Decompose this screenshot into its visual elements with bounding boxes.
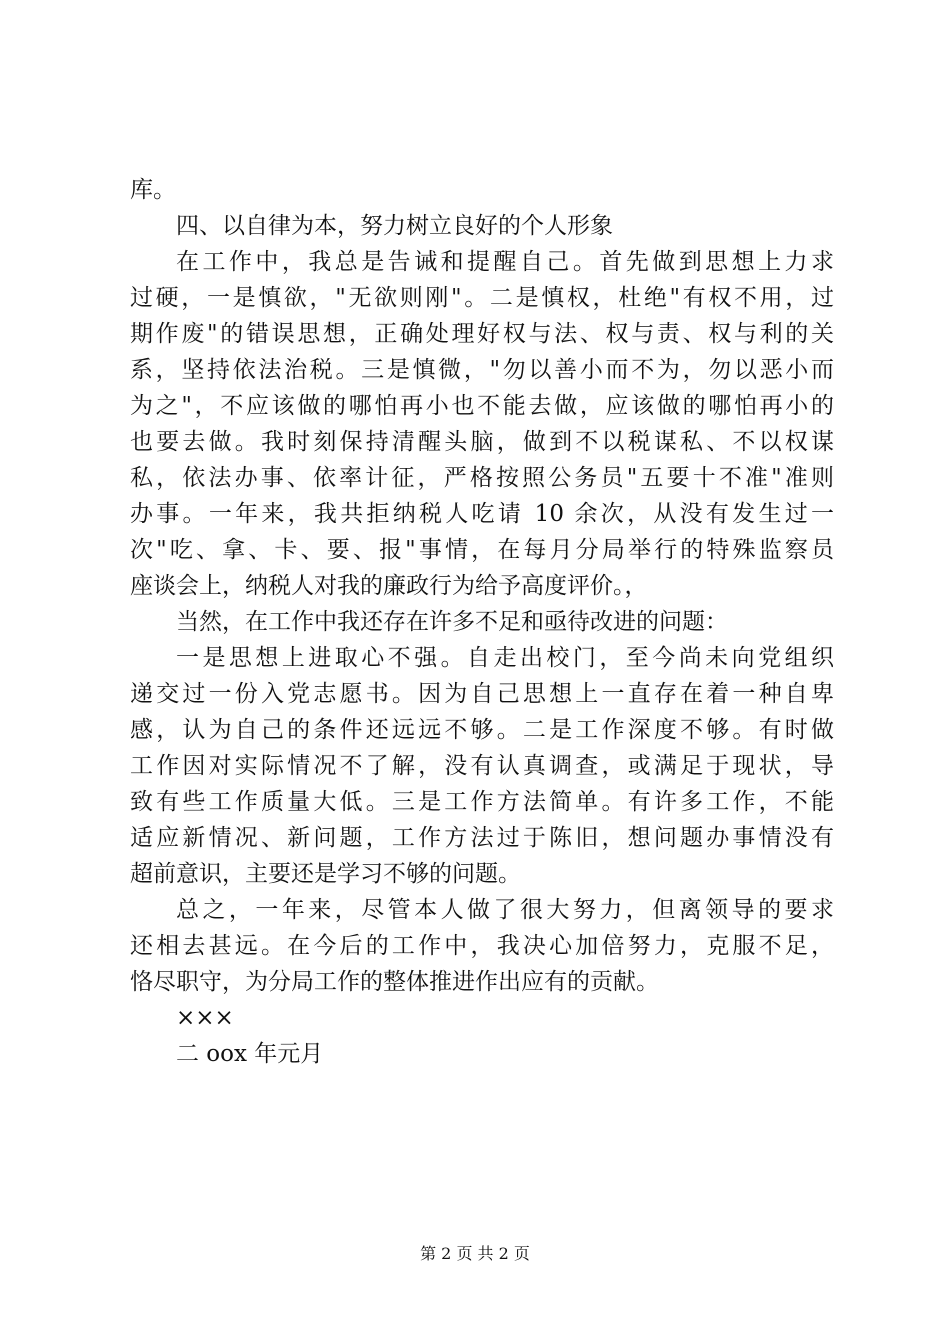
document-body [130, 172, 834, 1072]
text-line-22: 还相去甚远。在今后的工作中，我决心加倍努力，克服不足， [130, 933, 834, 959]
text-line-3: 在工作中，我总是告诫和提醒自己。首先做到思想上力求 [176, 249, 834, 275]
text-line-18: 致有些工作质量大低。三是工作方法简单。有许多工作，不能 [130, 789, 834, 815]
text-line-17: 工作因对实际情况不了解，没有认真调查，或满足于现状，导 [130, 753, 834, 779]
text-line-4: 过硬，一是慎欲，"无欲则刚"。二是慎权，杜绝"有权不用，过 [130, 285, 834, 311]
text-line-9: 私，依法办事、依率计征，严格按照公务员"五要十不准"准则 [130, 465, 834, 491]
text-line-16: 感，认为自己的条件还远远不够。二是工作深度不够。有时做 [130, 717, 834, 743]
text-line-8: 也要去做。我时刻保持清醒头脑，做到不以税谋私、不以权谋 [130, 429, 834, 455]
text-line-11: 次"吃、拿、卡、要、报"事情，在每月分局举行的特殊监察员 [130, 537, 834, 563]
text-line-5: 期作废"的错误思想，正确处理好权与法、权与责、权与利的关 [130, 321, 834, 347]
text-line-7: 为之"，不应该做的哪怕再小也不能去做，应该做的哪怕再小的 [130, 393, 834, 419]
text-line-15: 递交过一份入党志愿书。因为自己思想上一直存在着一种自卑 [130, 681, 834, 707]
signature-date: 二 oox 年元月 [176, 1041, 324, 1067]
text-line-13: 当然，在工作中我还存在许多不足和亟待改进的问题： [176, 609, 728, 635]
text-line-14: 一是思想上进取心不强。自走出校门，至今尚未向党组织 [176, 645, 834, 671]
text-line-19: 适应新情况、新问题，工作方法过于陈旧，想问题办事情没有 [130, 825, 834, 851]
text-line-10: 办事。一年来，我共拒纳税人吃请 10 余次，从没有发生过一 [130, 501, 834, 527]
text-line-1: 库。 [130, 177, 176, 203]
signature-name: ××× [176, 1005, 234, 1031]
text-line-12: 座谈会上，纳税人对我的廉政行为给予高度评价。， [130, 573, 648, 599]
text-line-21: 总之，一年来，尽管本人做了很大努力，但离领导的要求 [176, 897, 834, 923]
page-number-footer: 第 2 页 共 2 页 [420, 1244, 530, 1263]
section-heading-4: 四、以自律为本，努力树立良好的个人形象 [176, 213, 613, 239]
text-line-23: 恪尽职守，为分局工作的整体推进作出应有的贡献。 [130, 969, 659, 995]
text-line-20: 超前意识，主要还是学习不够的问题。 [130, 861, 521, 887]
text-line-6: 系，坚持依法治税。三是慎微，"勿以善小而不为，勿以恶小而 [130, 357, 834, 383]
